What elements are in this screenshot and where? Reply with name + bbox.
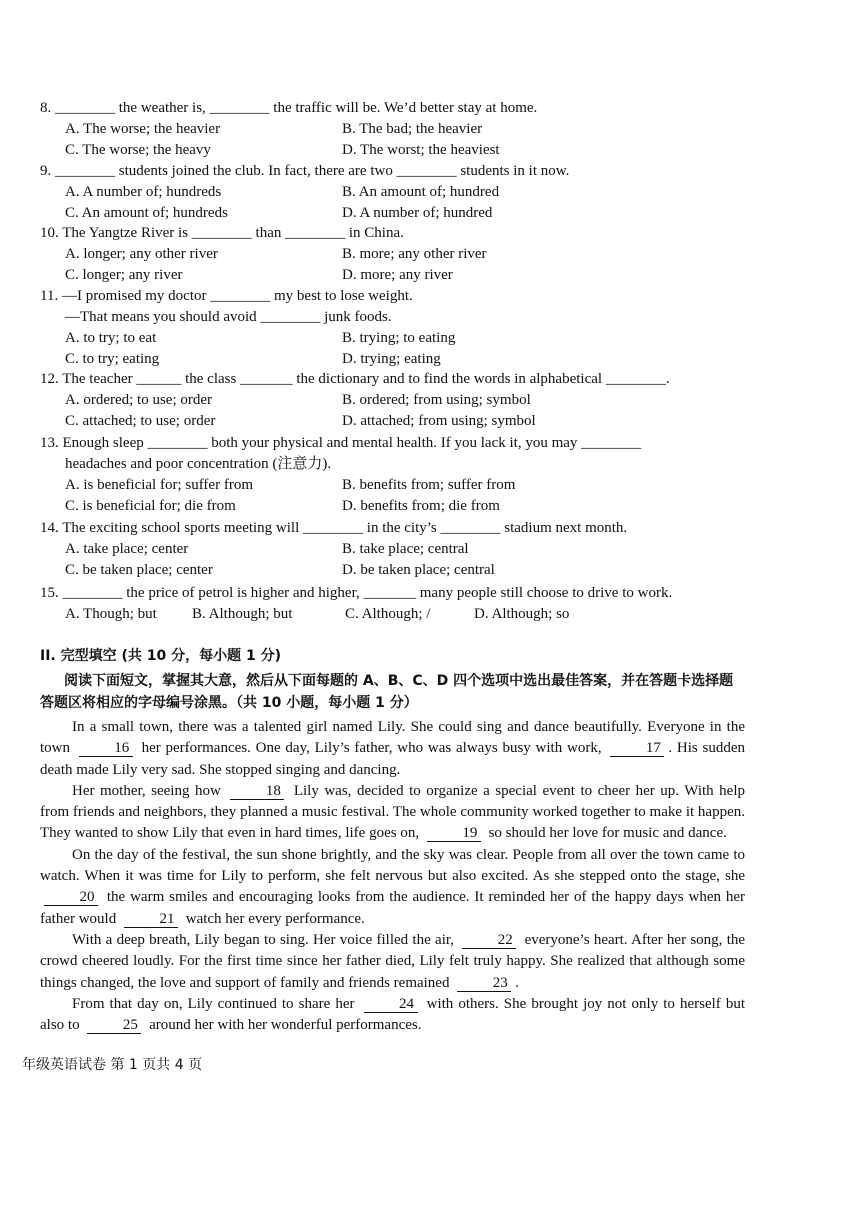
option-b: B. benefits from; suffer from	[342, 477, 516, 493]
option-c: C. to try; eating	[65, 351, 160, 367]
options-row	[65, 244, 830, 265]
option-c: C. An amount of; hundreds	[65, 205, 228, 221]
cloze-passage	[40, 717, 745, 1036]
question-14	[40, 518, 830, 581]
blank-18: 18	[230, 784, 284, 800]
question-9	[40, 161, 830, 224]
passage-text: so should her love for music and dance.	[488, 825, 727, 842]
option-d: D. A number of; hundred	[342, 205, 493, 221]
question-12	[40, 369, 830, 432]
blank-19: 19	[427, 826, 481, 842]
option-d: D. Although; so	[474, 606, 570, 622]
question-stem: 10. The Yangtze River is ________ than ________ in China.	[40, 225, 404, 241]
option-a: A. The worse; the heavier	[65, 121, 221, 137]
options-row	[65, 140, 830, 161]
blank-17: 17	[610, 741, 664, 757]
options-row	[65, 539, 830, 560]
passage-text: . His sudden death made Lily very sad. She stopped singing and dancing.	[40, 740, 746, 778]
passage-text: the warm smiles and encouraging looks from the audience. It reminded her of the happy days when her father would	[40, 889, 746, 927]
option-a: A. Though; but	[65, 606, 157, 622]
option-d: D. be taken place; central	[342, 562, 495, 578]
passage-paragraph	[40, 930, 745, 994]
passage-text: .	[515, 974, 519, 991]
question-11	[40, 286, 830, 370]
option-b: B. ordered; from using; symbol	[342, 392, 531, 408]
options-row	[65, 182, 830, 203]
option-a: A. take place; center	[65, 541, 189, 557]
option-b: B. take place; central	[342, 541, 469, 557]
question-stem-line-2: headaches and poor concentration (注意力).	[65, 456, 332, 472]
question-stem: 13. Enough sleep ________ both your physical and mental health. If you lack it, you may ________	[40, 435, 642, 451]
passage-text: around her with her wonderful performances.	[149, 1017, 422, 1034]
option-a: A. longer; any other river	[65, 246, 218, 262]
question-15	[40, 583, 830, 625]
option-c: C. longer; any river	[65, 267, 183, 283]
question-8	[40, 98, 830, 161]
option-c: C. The worse; the heavy	[65, 142, 211, 158]
options-row	[65, 390, 830, 411]
option-c: C. be taken place; center	[65, 562, 213, 578]
passage-text: In a small town, there was a talented girl named Lily. She could sing and dance beautifully. Everyone in the town	[40, 719, 745, 757]
options-row	[65, 411, 830, 432]
section-instruction: 阅读下面短文，掌握其大意，然后从下面每题的 A、B、C、D 四个选项中选出最佳答案，并在答题卡选择题答题区将相应的字母编号涂黑。（共 10 小题，每小题 1 分）	[40, 673, 734, 711]
options-row	[65, 349, 830, 370]
option-b: B. The bad; the heavier	[342, 121, 483, 137]
passage-paragraph	[40, 845, 745, 930]
question-13	[40, 433, 830, 517]
blank-16: 16	[79, 741, 133, 757]
question-stem-line-2: —That means you should avoid ________ junk foods.	[65, 309, 392, 325]
question-stem: 11. —I promised my doctor ________ my best to lose weight.	[40, 288, 413, 304]
question-stem: 12. The teacher ______ the class _______ the dictionary and to find the words in alphabetical ________.	[40, 371, 670, 387]
option-b: B. Although; but	[192, 606, 293, 622]
option-b: B. more; any other river	[342, 246, 487, 262]
option-c: C. Although; /	[345, 606, 431, 622]
option-a: A. A number of; hundreds	[65, 184, 222, 200]
option-d: D. The worst; the heaviest	[342, 142, 500, 158]
blank-22: 22	[462, 933, 516, 949]
blank-21: 21	[124, 912, 178, 928]
blank-23: 23	[457, 976, 511, 992]
question-stem: 8. ________ the weather is, ________ the traffic will be. We’d better stay at home.	[40, 100, 538, 116]
options-row	[65, 496, 830, 517]
options-row	[65, 475, 830, 496]
options-row	[65, 328, 830, 349]
passage-text: everyone’s heart. After her song, the crowd cheered loudly. For the first time since her father died, Lily felt truly happy. She realized that although some things changed, the love and support of family and friends remained	[40, 931, 746, 991]
page-footer: 年级英语试卷 第 1 页共 4 页	[22, 1057, 203, 1073]
blank-25: 25	[87, 1018, 141, 1034]
option-d: D. more; any river	[342, 267, 453, 283]
options-row	[65, 560, 830, 581]
passage-text: watch her every performance.	[185, 910, 365, 927]
question-stem: 9. ________ students joined the club. In fact, there are two ________ students in it now.	[40, 163, 570, 179]
option-a: A. to try; to eat	[65, 330, 157, 346]
blank-20: 20	[44, 890, 98, 906]
blank-24: 24	[364, 997, 418, 1013]
option-d: D. attached; from using; symbol	[342, 413, 536, 429]
options-row	[65, 203, 830, 224]
option-b: B. An amount of; hundred	[342, 184, 500, 200]
options-row	[65, 119, 830, 140]
passage-paragraph	[40, 781, 745, 845]
option-d: D. benefits from; die from	[342, 498, 500, 514]
passage-paragraph	[40, 717, 745, 781]
option-a: A. ordered; to use; order	[65, 392, 213, 408]
passage-text: On the day of the festival, the sun shone brightly, and the sky was clear. People from all over the town came to watch. When it was time for Lily to perform, she felt nervous but also excited. As she stepped onto the stage, she	[40, 846, 745, 885]
passage-text: From that day on, Lily continued to share her	[72, 995, 355, 1012]
option-c: C. attached; to use; order	[65, 413, 216, 429]
option-d: D. trying; eating	[342, 351, 441, 367]
passage-text: Her mother, seeing how	[72, 782, 221, 799]
option-b: B. trying; to eating	[342, 330, 456, 346]
options-row	[65, 265, 830, 286]
question-stem: 14. The exciting school sports meeting will ________ in the city’s ________ stadium next month.	[40, 520, 628, 536]
question-stem: 15. ________ the price of petrol is higher and higher, _______ many people still choose to drive to work.	[40, 585, 673, 601]
option-a: A. is beneficial for; suffer from	[65, 477, 253, 493]
passage-text: Lily was, decided to organize a special event to cheer her up. With help from friends and neighbors, they planned a music festival. The whole community worked together to make it happen. They wanted to show Lily that even in hard times, life goes on,	[40, 782, 745, 842]
question-10	[40, 223, 830, 286]
passage-text: With a deep breath, Lily began to sing. Her voice filled the air,	[72, 931, 455, 948]
options-row	[65, 604, 830, 625]
passage-paragraph	[40, 994, 745, 1037]
option-c: C. is beneficial for; die from	[65, 498, 236, 514]
passage-text: with others. She brought joy not only to herself but also to	[40, 995, 746, 1034]
section-title: II. 完型填空 (共 10 分，每小题 1 分)	[40, 648, 282, 664]
passage-text: her performances. One day, Lily’s father, who was always busy with work,	[141, 740, 602, 757]
